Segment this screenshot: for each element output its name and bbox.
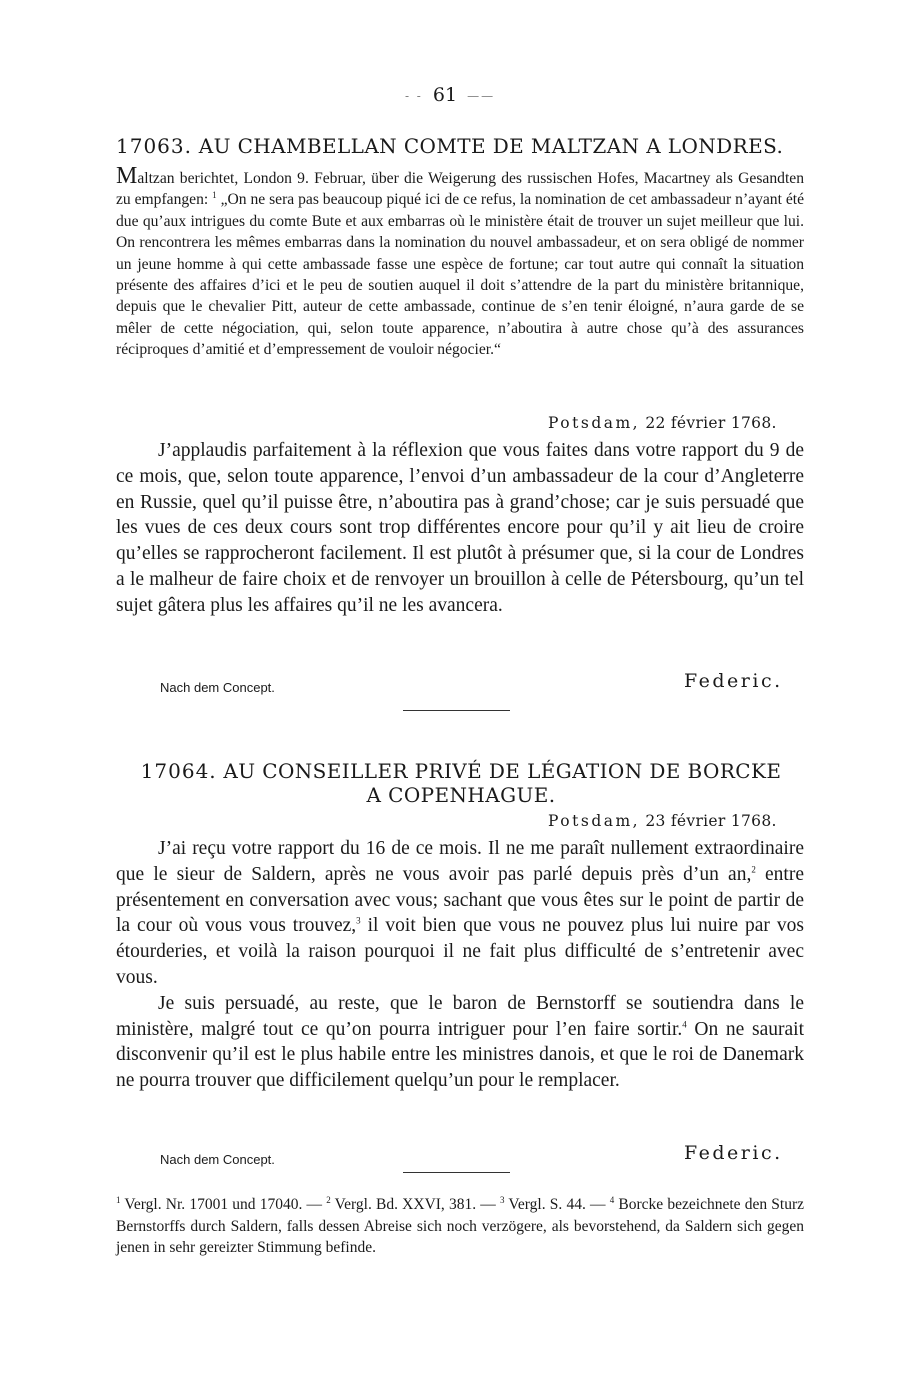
letter-heading-line2: A COPENHAGUE.	[366, 783, 556, 808]
letter-abstract	[116, 164, 804, 361]
body-text-segment: Je suis persuadé, au reste, que le baron de Bernstorff se soutiendra dans le ministère, malgré tout ce qu’on pourra intriguer pour l’en faire sortir.	[116, 992, 804, 1040]
body-paragraph: J’applaudis parfaitement à la réflexion que vous faites dans votre rapport du 9 de ce mois, que, selon toute apparence, l’envoi d’un ambassadeur de la cour d’Angleterre en Russie, quel qu’il puisse être, n’aboutira pas à grand’chose; car je suis persuadé que les vues de ces deux cours sont trop différentes encore pour qu’il y ait lieu de croire qu’elles se rapprocheront facilement. Il est plutôt à présumer que, si la cour de Londres a le malheur de faire choix et de renvoyer un brouillon à celle de Pétersbourg, qu’un tel sujet gâtera plus les affaires qu’il ne les avancera.	[116, 440, 804, 616]
date-text: 22 février 1768.	[645, 414, 777, 432]
footnote-ref-1: 1	[212, 190, 217, 201]
letter-heading: AU CHAMBELLAN COMTE DE MALTZAN A LONDRES.	[198, 134, 784, 158]
body-text-segment: il voit bien que vous ne pouvez plus lui nuire par vos étourderies, et voilà la raison pourquoi il ne fait plus difficulté de s’entretenir avec vous.	[116, 915, 804, 988]
letter-body	[116, 836, 804, 1094]
letter-title-17064	[116, 759, 806, 808]
signature: Federic.	[684, 670, 783, 692]
letter-number: 17064.	[140, 759, 217, 783]
letter-body	[116, 438, 804, 619]
footnotes	[116, 1194, 804, 1259]
letter-title-17063	[116, 134, 806, 158]
dropcap: M	[116, 163, 138, 189]
footnote-text: Vergl. S. 44. —	[504, 1196, 610, 1213]
body-paragraph	[116, 991, 804, 1094]
body-text-segment: On ne saurait disconvenir qu’il est le plus habile entre les ministres danois, et que le roi de Danemark ne pourra trouver que difficilement quelqu’un pour le remplacer.	[116, 1018, 804, 1092]
abstract-quote: „On ne sera pas beaucoup piqué ici de ce refus, la nomination de cet ambassadeur n’ayant été due qu’aux intrigues du comte Bute et aux embarras où le ministère était de trouver un sujet meilleur que lui. On rencontrera les mêmes embarras dans la nomination du nouvel ambassadeur, et on sera obligé de nommer un jeune homme à qui cette ambassade fasse une espèce de fortune; car tout autre qui connaît la situation présente des affaires d’ici et le peu de soutien auquel il doit s’attendre de la part du ministère britannique, depuis que le chevalier Pitt, auteur de cette ambassade, continue de s’en tenir éloigné, n’aura garde de se mêler de cette négociation, qui, selon toute apparence, n’aboutira à autre chose qu’à des assurances réciproques d’amitié et d’empressement de vouloir négocier.“	[116, 191, 804, 359]
footnote-ref-4: 4	[682, 1019, 687, 1030]
source-note: Nach dem Concept.	[160, 680, 275, 695]
dateline	[548, 812, 808, 830]
letter-heading: AU CONSEILLER PRIVÉ DE LÉGATION DE BORCKE	[223, 759, 782, 783]
body-text-segment: entre présentement en conversation avec vous; sachant que vous êtes sur le point de partir de la cour où vous vous trouvez,	[116, 863, 804, 937]
date-place: Potsdam,	[548, 812, 641, 830]
letter-heading-line1	[116, 759, 806, 783]
date-text: 23 février 1768.	[645, 812, 777, 830]
page-header	[0, 84, 900, 106]
date-place: Potsdam,	[548, 414, 641, 432]
page-number: 61	[432, 84, 458, 106]
section-divider	[403, 710, 510, 711]
body-text-segment: J’ai reçu votre rapport du 16 de ce mois. Il ne me paraît nullement extraordinaire que le sieur de Saldern, après ne vous avoir pas parlé depuis près d’un an,	[116, 838, 804, 885]
abstract-text: altzan berichtet, London 9. Februar, über die Weigerung des russischen Hofes, Macartney als Gesandten zu empfangen:	[116, 170, 804, 209]
footnote-text: Vergl. Bd. XXVI, 381. —	[330, 1196, 500, 1213]
footnote-mark: 2	[326, 1194, 331, 1205]
footnote-ref-3: 3	[356, 915, 361, 926]
source-note: Nach dem Concept.	[160, 1152, 275, 1167]
footnote-mark: 3	[500, 1194, 505, 1205]
dateline	[548, 414, 808, 432]
footnote-ref-2: 2	[751, 864, 756, 875]
header-right-dash: ——	[467, 89, 496, 103]
signature: Federic.	[684, 1142, 783, 1164]
letter-number: 17063.	[116, 134, 192, 158]
footnote-text: Vergl. Nr. 17001 und 17040. —	[120, 1196, 327, 1213]
footnote-divider	[403, 1172, 510, 1173]
header-left-dash: - -	[404, 89, 423, 103]
body-paragraph	[116, 836, 804, 991]
footnote-text: Borcke bezeichnete den Sturz Bernstorffs durch Saldern, falls dessen Abreise sich noch verzögere, als bevorstehend, da Saldern sich gegen jenen in sehr gereizter Stimmung befinde.	[116, 1196, 805, 1256]
footnote-mark: 4	[609, 1194, 615, 1205]
footnote-mark: 1	[116, 1194, 121, 1205]
